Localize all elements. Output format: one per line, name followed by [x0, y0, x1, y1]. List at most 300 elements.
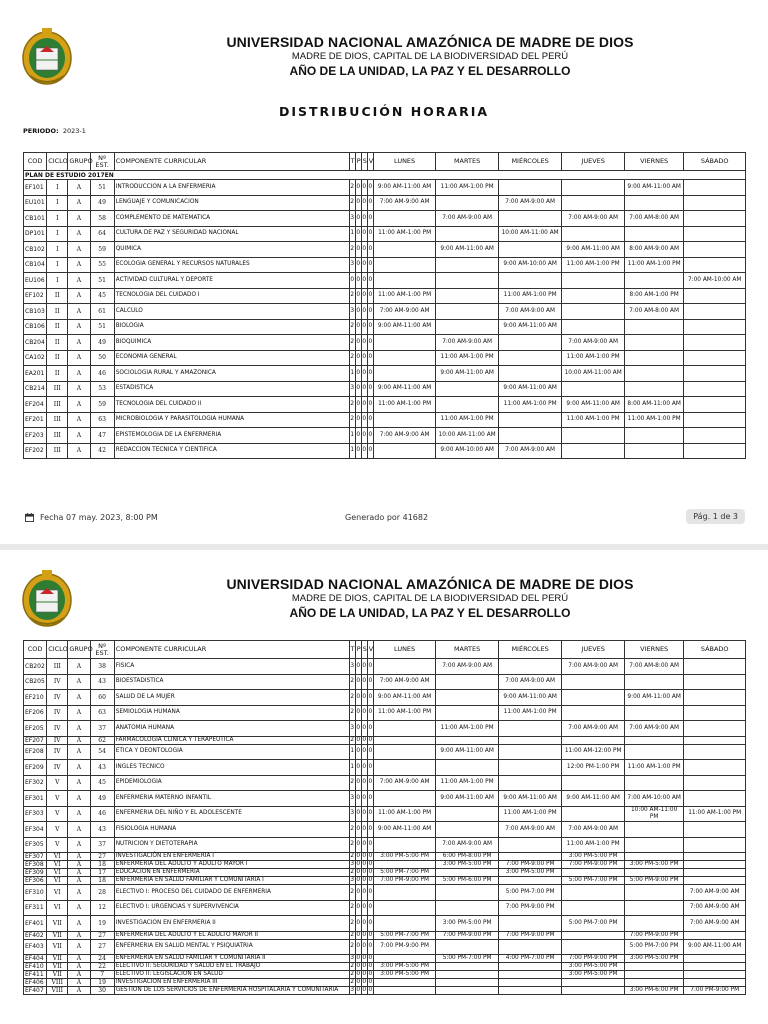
cell-componente: CULTURA DE PAZ Y SEGURIDAD NACIONAL — [114, 226, 349, 242]
cell-componente: GESTION DE LOS SERVICIOS DE ENFERMERIA HOSPITALARIA Y COMUNITARIA — [114, 987, 349, 995]
cell-sabado: 7:00 AM-10:00 AM — [684, 273, 746, 289]
cell-jueves — [562, 195, 625, 211]
cell-viernes: 7:00 PM-9:00 PM — [624, 931, 683, 939]
cell-viernes: 10:00 AM-11:00 PM — [624, 806, 683, 822]
cell-sabado — [684, 195, 746, 211]
cell-v: 0 — [367, 350, 373, 366]
cell-lunes — [373, 335, 436, 351]
cell-s: 0 — [361, 659, 367, 675]
cell-jueves: 11:00 AM-1:00 PM — [562, 350, 625, 366]
cell-t: 3 — [350, 861, 355, 867]
cell-cod: EF404 — [24, 955, 47, 963]
cell-v: 0 — [367, 916, 373, 932]
cell-componente: ETICA Y DEONTOLOGIA — [114, 744, 349, 760]
cell-miercoles: 4:00 PM-7:00 PM — [498, 955, 562, 963]
cell-cod: EF307 — [24, 853, 47, 861]
cell-nest: 30 — [90, 987, 114, 995]
cell-cod: EF403 — [24, 939, 47, 955]
footer-date: Fecha 07 may. 2023, 8:00 PM — [40, 513, 158, 522]
cell-miercoles: 7:00 AM-9:00 AM — [498, 195, 562, 211]
col-lunes: LUNES — [373, 641, 436, 659]
cell-cod: EF209 — [24, 760, 47, 776]
cell-s: 0 — [361, 226, 367, 242]
cell-jueves — [562, 226, 625, 242]
cell-grupo: A — [68, 736, 90, 744]
cell-lunes — [373, 257, 436, 273]
cell-martes: 9:00 AM-10:00 AM — [436, 443, 499, 459]
cell-v: 0 — [367, 226, 373, 242]
cell-t: 2 — [349, 900, 355, 916]
table-row — [24, 987, 746, 995]
cell-sabado — [684, 791, 746, 807]
cell-t: 1 — [349, 744, 355, 760]
cell-ciclo: VI — [47, 869, 68, 877]
cell-s: 0 — [361, 760, 367, 776]
cell-p: 0 — [355, 412, 361, 428]
cell-nest: 19 — [90, 916, 114, 932]
cell-s: 0 — [361, 211, 367, 227]
cell-miercoles — [498, 350, 562, 366]
table-row — [24, 674, 746, 690]
cell-p: 0 — [355, 288, 361, 304]
cell-ciclo: IV — [47, 744, 68, 760]
cell-jueves — [562, 319, 625, 335]
cell-miercoles: 11:00 AM-1:00 PM — [498, 288, 562, 304]
cell-componente: FARMACOLOGIA CLINICA Y TERAPEUTICA — [114, 736, 349, 744]
cell-ciclo: IV — [47, 705, 68, 721]
cell-v: 0 — [367, 690, 373, 706]
cell-s: 0 — [361, 690, 367, 706]
cell-cod: EF402 — [24, 931, 47, 939]
cell-grupo: A — [68, 900, 90, 916]
cell-sabado — [684, 971, 746, 979]
cell-componente: ANATOMIA HUMANA — [114, 721, 349, 737]
cell-viernes — [624, 273, 683, 289]
cell-ciclo: IV — [47, 760, 68, 776]
cell-jueves: 7:00 PM-9:00 PM — [562, 861, 625, 869]
cell-v: 0 — [367, 257, 373, 273]
cell-t: 2 — [350, 979, 355, 985]
cell-lunes: 11:00 AM-1:00 PM — [373, 288, 436, 304]
cell-miercoles: 7:00 PM-9:00 PM — [498, 931, 562, 939]
cell-viernes — [624, 350, 683, 366]
cell-jueves — [562, 869, 625, 877]
cell-martes: 9:00 AM-11:00 AM — [436, 791, 499, 807]
cell-nest: 53 — [90, 381, 114, 397]
cell-viernes: 9:00 AM-11:00 AM — [624, 690, 683, 706]
cell-miercoles — [498, 366, 562, 382]
cell-viernes: 11:00 AM-1:00 PM — [624, 412, 683, 428]
cell-nest: 38 — [90, 659, 114, 675]
table-row — [24, 705, 746, 721]
cell-martes — [436, 288, 499, 304]
table-row — [24, 760, 746, 776]
cell-ciclo: IV — [47, 736, 68, 744]
cell-grupo: A — [68, 226, 90, 242]
col-componente: COMPONENTE CURRICULAR — [114, 153, 349, 171]
cell-v: 0 — [367, 304, 373, 320]
cell-viernes: 7:00 AM-10:00 AM — [624, 791, 683, 807]
cell-p: 0 — [355, 885, 361, 901]
cell-nest: 51 — [90, 273, 114, 289]
cell-componente: ENFERMERIA DEL ADULTO Y ADULTO MAYOR I — [114, 861, 349, 869]
cell-martes: 11:00 AM-1:00 PM — [436, 775, 499, 791]
cell-s: 0 — [362, 853, 367, 859]
cell-ciclo: I — [47, 242, 68, 258]
cell-sabado — [684, 242, 746, 258]
cell-s: 0 — [361, 381, 367, 397]
cell-nest: 27 — [90, 853, 114, 861]
cell-s: 0 — [361, 744, 367, 760]
cell-componente: ENFERMERIA MATERNO INFANTIL — [114, 791, 349, 807]
cell-componente: ENFERMERIA EN SALUD FAMILIAR Y COMUNITARIA I — [114, 877, 349, 885]
cell-jueves — [562, 885, 625, 901]
cell-cod: CB106 — [24, 319, 47, 335]
cell-martes — [436, 381, 499, 397]
cell-t: 3 — [349, 721, 355, 737]
cell-jueves: 11:00 AM-1:00 PM — [562, 257, 625, 273]
cell-componente: NUTRICION Y DIETOTERAPIA — [114, 837, 349, 853]
cell-ciclo: I — [47, 211, 68, 227]
cell-t: 2 — [350, 869, 355, 875]
cell-nest: 18 — [90, 861, 114, 869]
cell-ciclo: V — [47, 822, 68, 838]
cell-martes — [436, 987, 499, 995]
cell-v: 0 — [368, 955, 373, 961]
cell-cod: CB103 — [24, 304, 47, 320]
cell-lunes — [373, 900, 436, 916]
table-row — [24, 721, 746, 737]
cell-grupo: A — [68, 690, 90, 706]
cell-ciclo: III — [47, 381, 68, 397]
cell-cod: EF204 — [24, 397, 47, 413]
cell-grupo: A — [68, 428, 90, 444]
cell-viernes: 11:00 AM-1:00 PM — [624, 257, 683, 273]
cell-t: 3 — [349, 304, 355, 320]
cell-componente: BIOLOGIA — [114, 319, 349, 335]
cell-grupo: A — [68, 853, 90, 861]
col-componente: COMPONENTE CURRICULAR — [114, 641, 349, 659]
cell-miercoles — [498, 760, 562, 776]
cell-sabado: 11:00 AM-1:00 PM — [684, 806, 746, 822]
cell-ciclo: VI — [47, 885, 68, 901]
cell-componente: TECNOLOGIA DEL CUIDADO I — [114, 288, 349, 304]
cell-cod: EF411 — [24, 971, 47, 979]
year-slogan: AÑO DE LA UNIDAD, LA PAZ Y EL DESARROLLO — [289, 606, 571, 620]
cell-p: 0 — [356, 931, 361, 938]
cell-v: 0 — [367, 775, 373, 791]
cell-cod: EF303 — [24, 806, 47, 822]
cell-martes: 11:00 AM-1:00 PM — [436, 721, 499, 737]
cell-lunes: 7:00 PM-9:00 PM — [373, 877, 436, 885]
cell-jueves: 10:00 AM-11:00 AM — [562, 366, 625, 382]
cell-jueves: 9:00 AM-11:00 AM — [562, 242, 625, 258]
cell-nest: 18 — [90, 877, 114, 885]
cell-miercoles — [498, 979, 562, 987]
cell-cod: EF210 — [24, 690, 47, 706]
cell-cod: CB101 — [24, 211, 47, 227]
cell-ciclo: III — [47, 443, 68, 459]
cell-miercoles: 7:00 PM-9:00 PM — [498, 900, 562, 916]
col-t: T — [349, 153, 355, 171]
table-row — [24, 350, 746, 366]
table-row — [24, 180, 746, 196]
cell-ciclo: VII — [47, 971, 68, 979]
cell-componente: EPIDEMIOLOGIA — [114, 775, 349, 791]
cell-martes: 3:00 PM-5:00 PM — [436, 861, 499, 869]
cell-grupo: A — [68, 674, 90, 690]
cell-p: 0 — [356, 877, 361, 883]
cell-p: 0 — [355, 806, 361, 822]
cell-ciclo: VII — [47, 939, 68, 955]
cell-s: 0 — [361, 412, 367, 428]
page-separator — [0, 544, 768, 550]
cell-sabado — [684, 837, 746, 853]
cell-p: 0 — [355, 335, 361, 351]
cell-p: 0 — [355, 350, 361, 366]
cell-s: 0 — [362, 979, 367, 985]
cell-sabado — [684, 705, 746, 721]
table-row — [24, 242, 746, 258]
cell-t: 2 — [349, 690, 355, 706]
table-row — [24, 955, 746, 963]
col-viernes: VIERNES — [624, 641, 683, 659]
cell-p: 0 — [356, 987, 361, 993]
cell-lunes: 3:00 PM-5:00 PM — [373, 853, 436, 861]
cell-viernes — [624, 900, 683, 916]
cell-martes: 9:00 AM-11:00 AM — [436, 242, 499, 258]
table-row — [24, 979, 746, 987]
cell-viernes — [624, 885, 683, 901]
cell-miercoles — [498, 736, 562, 744]
cell-nest: 24 — [90, 955, 114, 963]
table-row — [24, 366, 746, 382]
cell-nest: 55 — [90, 257, 114, 273]
cell-viernes: 8:00 AM-1:00 PM — [624, 288, 683, 304]
cell-sabado — [684, 736, 746, 744]
cell-jueves — [562, 987, 625, 995]
col-jueves: JUEVES — [562, 641, 625, 659]
cell-componente: CALCULO — [114, 304, 349, 320]
schedule-table-page-2 — [23, 640, 746, 995]
cell-t: 2 — [350, 971, 355, 977]
table-row — [24, 916, 746, 932]
cell-sabado — [684, 963, 746, 971]
cell-grupo: A — [68, 273, 90, 289]
table-row — [24, 861, 746, 869]
cell-sabado — [684, 412, 746, 428]
cell-grupo: A — [68, 335, 90, 351]
cell-sabado — [684, 319, 746, 335]
cell-v: 0 — [368, 987, 373, 993]
cell-martes: 10:00 AM-11:00 AM — [436, 428, 499, 444]
cell-nest: 64 — [90, 226, 114, 242]
cell-sabado — [684, 443, 746, 459]
cell-miercoles: 11:00 AM-1:00 PM — [498, 397, 562, 413]
cell-nest: 17 — [90, 869, 114, 877]
cell-viernes — [624, 869, 683, 877]
table-row — [24, 931, 746, 939]
cell-lunes — [373, 659, 436, 675]
cell-lunes: 9:00 AM-11:00 AM — [373, 180, 436, 196]
cell-cod: EF410 — [24, 963, 47, 971]
cell-lunes: 9:00 AM-11:00 AM — [373, 319, 436, 335]
cell-grupo: A — [68, 397, 90, 413]
cell-p: 0 — [355, 226, 361, 242]
cell-nest: 49 — [90, 335, 114, 351]
cell-cod: EF205 — [24, 721, 47, 737]
cell-miercoles: 9:00 AM-11:00 AM — [498, 319, 562, 335]
cell-v: 0 — [367, 397, 373, 413]
cell-viernes: 7:00 AM-9:00 AM — [624, 721, 683, 737]
cell-s: 0 — [361, 885, 367, 901]
cell-sabado — [684, 180, 746, 196]
col-ciclo: CICLO — [47, 153, 68, 171]
cell-viernes — [624, 979, 683, 987]
cell-viernes — [624, 775, 683, 791]
cell-grupo: A — [68, 979, 90, 987]
cell-v: 0 — [368, 877, 373, 883]
cell-viernes — [624, 916, 683, 932]
cell-martes: 5:00 PM-6:00 PM — [436, 877, 499, 885]
cell-v: 0 — [368, 979, 373, 985]
cell-grupo: A — [68, 971, 90, 979]
cell-v: 0 — [367, 288, 373, 304]
document-title: DISTRIBUCIÓN HORARIA — [278, 104, 490, 119]
cell-grupo: A — [68, 806, 90, 822]
cell-ciclo: II — [47, 335, 68, 351]
col-sabado: SÁBADO — [684, 153, 746, 171]
cell-miercoles — [498, 744, 562, 760]
cell-lunes: 7:00 AM-9:00 AM — [373, 775, 436, 791]
cell-sabado — [684, 775, 746, 791]
cell-lunes — [373, 837, 436, 853]
cell-s: 0 — [361, 319, 367, 335]
cell-componente: SOCIOLOGIA RURAL Y AMAZONICA — [114, 366, 349, 382]
cell-lunes — [373, 366, 436, 382]
cell-ciclo: IV — [47, 674, 68, 690]
cell-cod: EF304 — [24, 822, 47, 838]
cell-cod: EF311 — [24, 900, 47, 916]
cell-componente: REDACCION TECNICA Y CIENTIFICA — [114, 443, 349, 459]
cell-s: 0 — [361, 705, 367, 721]
cell-jueves — [562, 775, 625, 791]
cell-sabado — [684, 428, 746, 444]
schedule-table-page-1 — [23, 152, 746, 459]
table-row — [24, 869, 746, 877]
cell-miercoles: 7:00 PM-9:00 PM — [498, 861, 562, 869]
table-row — [24, 822, 746, 838]
cell-ciclo: VII — [47, 931, 68, 939]
cell-lunes — [373, 443, 436, 459]
cell-s: 0 — [361, 428, 367, 444]
cell-sabado — [684, 674, 746, 690]
cell-componente: EPISTEMOLOGIA DE LA ENFERMERIA — [114, 428, 349, 444]
cell-nest: 49 — [90, 791, 114, 807]
cell-v: 0 — [367, 412, 373, 428]
cell-jueves — [562, 180, 625, 196]
cell-sabado — [684, 304, 746, 320]
cell-jueves — [562, 288, 625, 304]
cell-viernes — [624, 428, 683, 444]
cell-miercoles: 5:00 PM-7:00 PM — [498, 885, 562, 901]
cell-martes — [436, 674, 499, 690]
cell-cod: EF207 — [24, 736, 47, 744]
cell-cod: CB102 — [24, 242, 47, 258]
cell-viernes — [624, 674, 683, 690]
cell-sabado — [684, 877, 746, 885]
table-row — [24, 211, 746, 227]
cell-jueves — [562, 806, 625, 822]
cell-martes: 7:00 AM-9:00 AM — [436, 837, 499, 853]
col-viernes: VIERNES — [624, 153, 683, 171]
cell-martes — [436, 869, 499, 877]
cell-sabado — [684, 288, 746, 304]
cell-cod: EF305 — [24, 837, 47, 853]
table-row — [24, 806, 746, 822]
cell-sabado — [684, 659, 746, 675]
cell-martes — [436, 397, 499, 413]
cell-s: 0 — [362, 931, 367, 938]
cell-componente: QUIMICA — [114, 242, 349, 258]
col-p: P — [355, 641, 361, 659]
cell-t: 2 — [349, 412, 355, 428]
cell-lunes: 7:00 PM-9:00 PM — [373, 939, 436, 955]
calendar-icon — [25, 513, 34, 522]
cell-jueves — [562, 900, 625, 916]
cell-grupo: A — [68, 350, 90, 366]
cell-miercoles — [498, 987, 562, 995]
cell-grupo: A — [68, 869, 90, 877]
cell-t: 3 — [349, 659, 355, 675]
university-name: UNIVERSIDAD NACIONAL AMAZÓNICA DE MADRE DE DIOS — [226, 34, 634, 50]
col-grupo: GRUPO — [68, 641, 90, 659]
table-row — [24, 885, 746, 901]
cell-componente: ECONOMIA GENERAL — [114, 350, 349, 366]
cell-v: 0 — [367, 791, 373, 807]
cell-cod: EF309 — [24, 869, 47, 877]
col-miercoles: MIÉRCOLES — [498, 153, 562, 171]
cell-jueves — [562, 979, 625, 987]
col-martes: MARTES — [436, 153, 499, 171]
cell-cod: EF208 — [24, 744, 47, 760]
cell-ciclo: I — [47, 195, 68, 211]
cell-sabado — [684, 335, 746, 351]
cell-miercoles: 9:00 AM-11:00 AM — [498, 791, 562, 807]
cell-v: 0 — [367, 242, 373, 258]
cell-grupo: A — [68, 822, 90, 838]
cell-s: 0 — [361, 335, 367, 351]
cell-miercoles: 7:00 AM-9:00 AM — [498, 674, 562, 690]
cell-lunes — [373, 242, 436, 258]
cell-ciclo: V — [47, 806, 68, 822]
cell-miercoles: 7:00 AM-9:00 AM — [498, 822, 562, 838]
cell-lunes — [373, 861, 436, 869]
cell-grupo: A — [68, 288, 90, 304]
cell-viernes — [624, 319, 683, 335]
cell-s: 0 — [362, 971, 367, 977]
cell-grupo: A — [68, 916, 90, 932]
cell-miercoles: 11:00 AM-1:00 PM — [498, 705, 562, 721]
cell-viernes — [624, 853, 683, 861]
cell-viernes — [624, 335, 683, 351]
cell-martes — [436, 273, 499, 289]
cell-miercoles: 10:00 AM-11:00 AM — [498, 226, 562, 242]
plan-row — [24, 171, 746, 180]
cell-t: 3 — [349, 381, 355, 397]
cell-grupo: A — [68, 721, 90, 737]
cell-nest: 45 — [90, 288, 114, 304]
